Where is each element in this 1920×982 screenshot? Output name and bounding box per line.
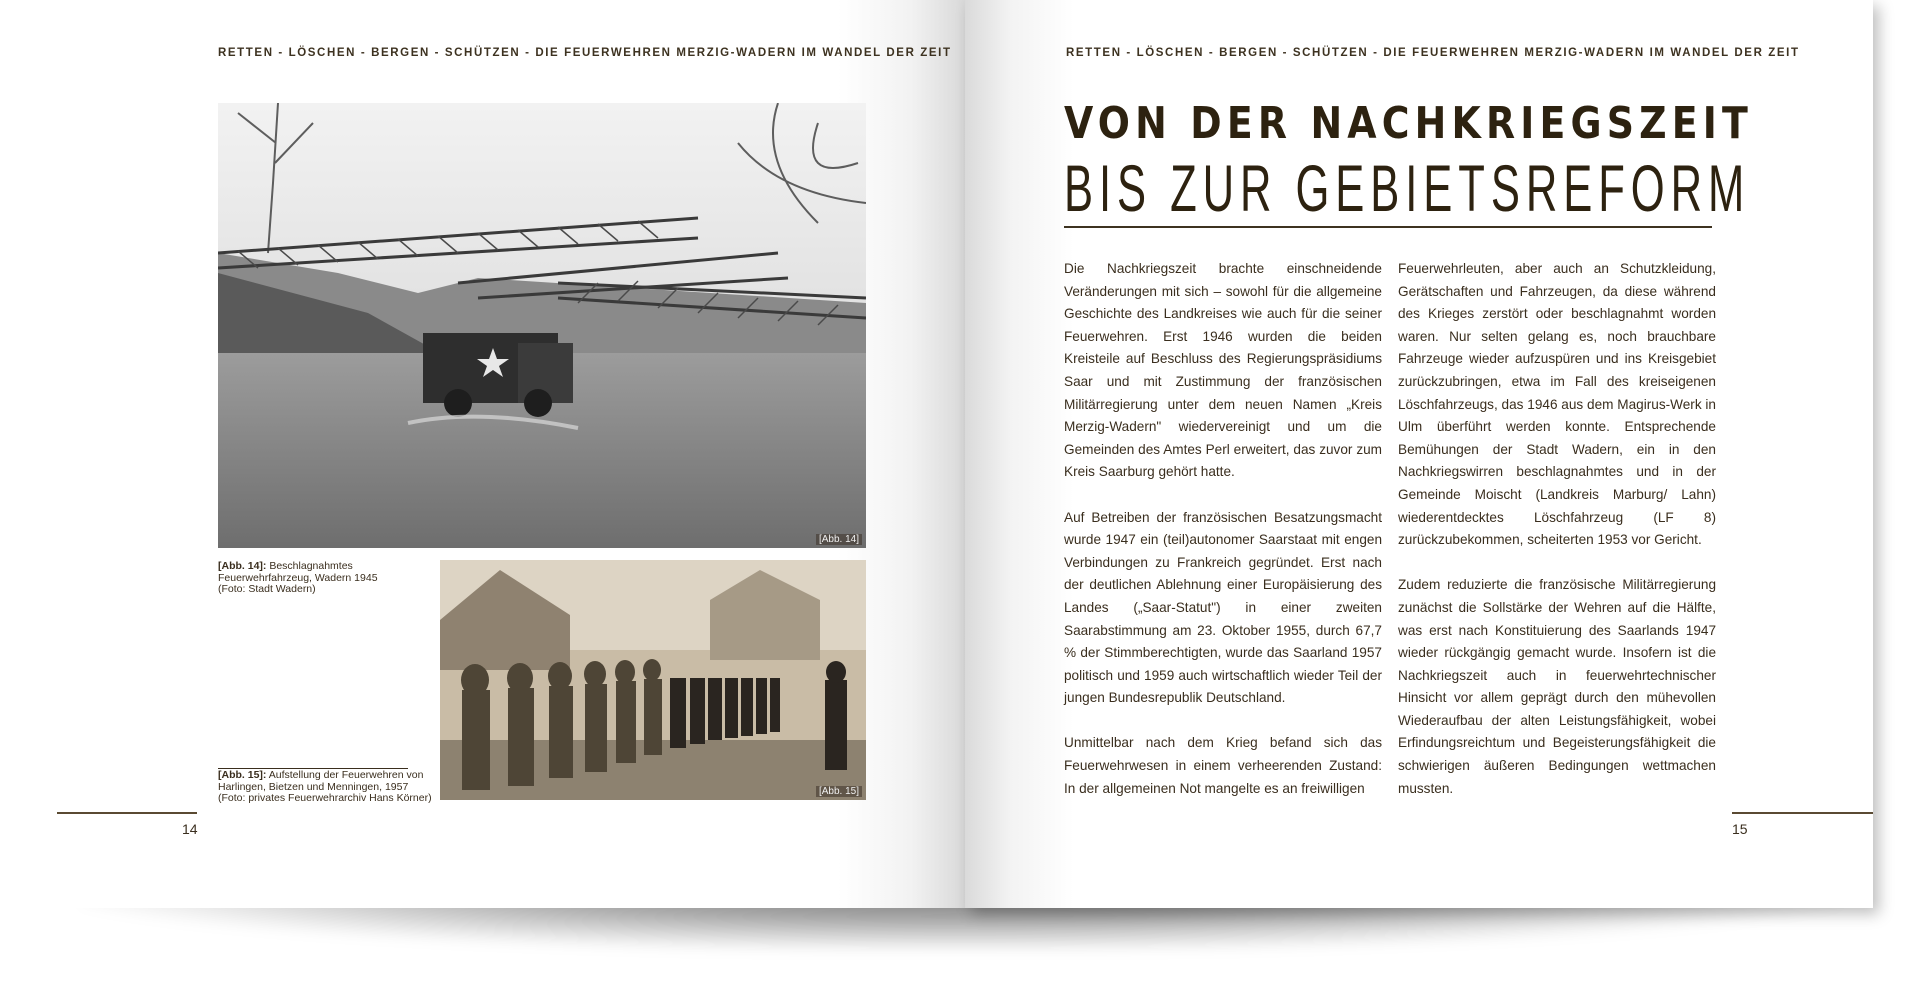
photo-fire-truck-bridge-art — [218, 103, 866, 548]
folio-rule-left — [57, 812, 197, 814]
photo-firefighters-lineup-art — [440, 560, 866, 800]
chapter-title-line1: VON DER NACHKRIEGSZEIT — [1064, 98, 1753, 149]
body-column-2 — [1398, 258, 1716, 823]
paragraph: Feuerwehrleuten, aber auch an Schutzkleidung, Gerätschaften und Fahrzeugen, da diese während des Krieges zerstört oder beschlagnahmt worden waren. Nur selten gelang es, noch brauchbare Fahrzeuge wieder aufzuspüren und ins Kreisgebiet zurückzubringen, etwa im Fall des kreiseigenen Löschfahrzeugs, das 1946 aus dem Magirus-Werk in Ulm überführt werden konnte. Entsprechende Bemühungen der Stadt Wadern, ein in den Nachkriegswirren beschlagnahmtes und in der Gemeinde Moischt (Landkreis Marburg/ Lahn) wiederentdecktes Löschfahrzeug (LF 8) zurückzubekommen, scheiterten 1953 vor Gericht. — [1398, 261, 1716, 548]
title-rule — [1064, 226, 1712, 228]
figure-14-tag: [Abb. 14] — [816, 534, 862, 545]
figure-15-caption-credit: (Foto: privates Feuerwehrarchiv Hans Körner) — [218, 792, 432, 804]
body-column-1 — [1064, 258, 1382, 823]
paragraph: Die Nachkriegszeit brachte einschneidende Veränderungen mit sich – sowohl für die allgemeine Geschichte des Landkreises wie auch für die seiner Feuerwehren. Erst 1946 wurden die beiden Kreisteile auf Beschluss des Regierungspräsidiums Saar und mit Zustimmung der französischen Militärregierung unter dem neuen Namen „Kreis Merzig-Wadern" wiedervereinigt und um die Gemeinden des Amtes Perl erweitert, das zuvor zum Kreis Saarburg gehört hatte. — [1064, 261, 1382, 480]
chapter-title-line2: BIS ZUR GEBIETSREFORM — [1064, 151, 1751, 225]
paragraph: Zudem reduzierte die französische Militärregierung zunächst die Sollstärke der Wehren auf die Hälfte, was erst nach Konstituierung des Saarlands 1947 wieder rückgängig gemacht wurde. Insofern ist die Nachkriegszeit auch in feuerwehrtechnischer Hinsicht vor allem geprägt durch den mühevollen Wiederaufbau der alten Leistungsfähigkeit, wobei Erfindungsreichtum und Begeisterungsfähigkeit die schwierigen äußeren Bedingungen wettmachen mussten. — [1398, 577, 1716, 796]
running-head-right: RETTEN - LÖSCHEN - BERGEN - SCHÜTZEN - DIE FEUERWEHREN MERZIG-WADERN IM WANDEL DER ZEIT — [1066, 47, 1800, 59]
figure-15-caption — [218, 770, 440, 805]
figure-14-caption-text: Beschlagnahmtes Feuerwehrfahrzeug, Wadern 1945 — [218, 560, 378, 584]
page-number-right: 15 — [1732, 821, 1748, 837]
figure-15-caption-text: Aufstellung der Feuerwehren von Harlingen, Bietzen und Menningen, 1957 — [218, 769, 424, 793]
running-head-left: RETTEN - LÖSCHEN - BERGEN - SCHÜTZEN - DIE FEUERWEHREN MERZIG-WADERN IM WANDEL DER ZEIT — [218, 47, 952, 59]
figure-14-caption-credit: (Foto: Stadt Wadern) — [218, 583, 316, 595]
folio-rule-right — [1732, 812, 1873, 814]
paragraph: Unmittelbar nach dem Krieg befand sich das Feuerwehrwesen in einem verheerenden Zustand: In der allgemeinen Not mangelte es an freiwilligen — [1064, 735, 1382, 796]
figure-14-caption-label: [Abb. 14]: — [218, 560, 267, 572]
figure-15-tag: [Abb. 15] — [816, 786, 862, 797]
paragraph: Auf Betreiben der französischen Besatzungsmacht wurde 1947 ein (teil)autonomer Saarstaat mit engen Verbindungen zu Frankreich gegründet. Erst nach der deutlichen Ablehnung einer Europäisierung des Landes („Saar-Statut") in einer zweiten Saarabstimmung am 23. Oktober 1955, durch 67,7 % der Stimmberechtigten, wurde das Saarland 1957 politisch und 1959 auch wirtschaftlich wieder Teil der jungen Bundesrepublik Deutschland. — [1064, 509, 1382, 706]
photo-firefighters-lineup — [440, 560, 866, 800]
figure-15-caption-label: [Abb. 15]: — [218, 769, 267, 781]
photo-fire-truck-bridge — [218, 103, 866, 548]
figure-14-caption — [218, 561, 418, 596]
page-number-left: 14 — [182, 821, 198, 837]
